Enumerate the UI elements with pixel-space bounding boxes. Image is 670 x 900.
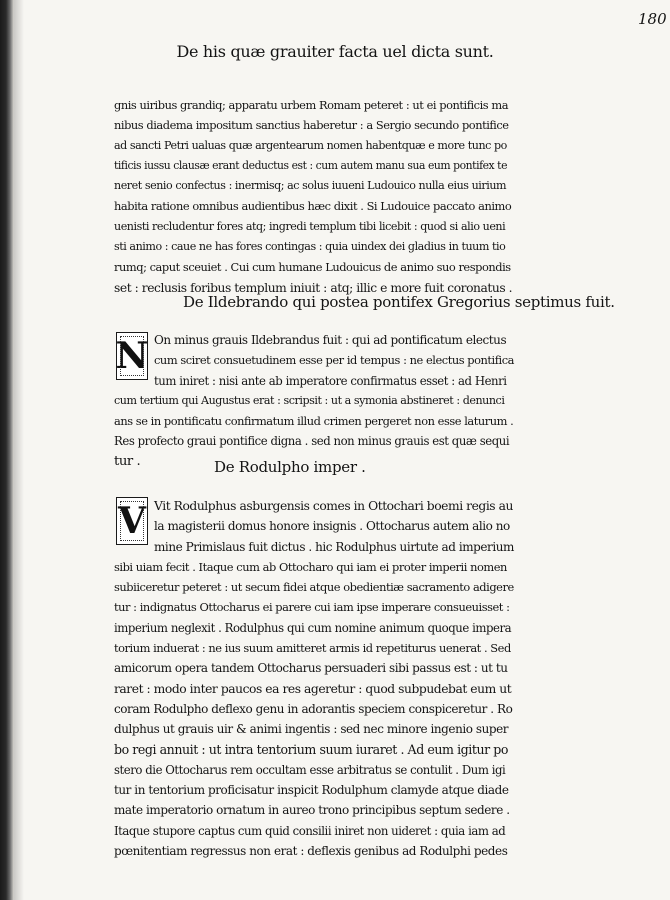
text-line: tur . [114, 453, 141, 469]
folio-number: 180 [638, 10, 667, 28]
text-line: rumq; caput sceuiet . Cui cum humane Ludouicus de animo suo respondis [114, 260, 511, 275]
decorated-initial-v: V [116, 497, 148, 545]
text-line: Vit Rodulphus asburgensis comes in Ottochari boemi regis au [154, 499, 513, 513]
text-line: On minus grauis Ildebrandus fuit : qui ad pontificatum electus [154, 333, 507, 347]
text-line: pœnitentiam regressus non erat : deflexis genibus ad Rodulphi pedes [114, 844, 508, 859]
section-heading-ildebrando: De Ildebrando qui postea pontifex Gregorius septimus fuit. [183, 293, 615, 311]
text-line: habita ratione omnibus audientibus hæc dixit . Si Ludouice paccato animo [114, 199, 512, 214]
text-line: tur in tentorium proficisatur inspicit Rodulphum clamyde atque diade [114, 783, 509, 798]
text-line: nibus diadema impositum sanctius haberetur : a Sergio secundo pontifice [114, 118, 509, 133]
running-head: De his quæ grauiter facta uel dicta sunt. [176, 42, 494, 61]
text-line: ans se in pontificatu confirmatum illud crimen pergeret non esse laturum . [114, 414, 514, 429]
text-line: tur : indignatus Ottocharus ei parere cui iam ipse imperare consueuisset : [114, 600, 510, 615]
text-line: ad sancti Petri ualuas quæ argentearum nomen habentquæ e more tunc po [114, 138, 507, 152]
text-line: subiiceretur peteret : ut secum fidei atque obedientiæ sacramento adigere [114, 580, 514, 595]
text-line: neret senio confectus : inermisq; ac solus iuueni Ludouico nulla eius uirium [114, 179, 507, 193]
text-line: sibi uiam fecit . Itaque cum ab Ottocharo qui iam ei proter imperii nomen [114, 559, 507, 574]
text-line: uenisti recludentur fores atq; ingredi templum tibi licebit : quod si alio ueni [114, 219, 506, 233]
paragraph-rodulpho [114, 496, 514, 861]
gutter-shadow [14, 0, 24, 900]
text-line: amicorum opera tandem Ottocharus persuaderi sibi passus est : ut tu [114, 661, 508, 676]
paragraph-ludouicus [114, 95, 514, 298]
section-heading-rodulpho: De Rodulpho imper . [214, 458, 366, 476]
text-line: mine Primislaus fuit dictus . hic Rodulphus uirtute ad imperium [154, 539, 514, 554]
text-line: raret : modo inter paucos ea res ageretur : quod subpudebat eum ut [114, 681, 512, 696]
text-line: tum iniret : nisi ante ab imperatore confirmatus esset : ad Henri [154, 373, 507, 388]
text-line: set : reclusis foribus templum iniuit : atq; illic e more fuit coronatus . [114, 280, 513, 295]
decorated-initial-n: N [116, 332, 148, 380]
text-line: cum sciret consuetudinem esse per id tempus : ne electus pontifica [154, 353, 514, 368]
text-line: dulphus ut grauis uir & animi ingentis : sed nec minore ingenio super [114, 722, 509, 737]
book-gutter [0, 0, 14, 900]
text-line: la magisterii domus honore insignis . Ottocharus autem alio no [154, 519, 510, 534]
text-line: mate imperatorio ornatum in aureo trono principibus septum sedere . [114, 803, 510, 818]
text-line: Res profecto graui pontifice digna . sed non minus grauis est quæ sequi [114, 434, 510, 449]
text-line: coram Rodulpho deflexo genu in adorantis speciem conspiceretur . Ro [114, 701, 513, 716]
text-line: torium induerat : ne ius suum amitteret armis id repetiturus uenerat . Sed [114, 641, 511, 656]
text-line: Itaque stupore captus cum quid consilii iniret non uideret : quia iam ad [114, 823, 506, 838]
text-line: gnis uiribus grandiq; apparatu urbem Romam peteret : ut ei pontificis ma [114, 98, 509, 112]
text-line: cum tertium qui Augustus erat : scripsit : ut a symonia abstineret : denunci [114, 393, 505, 407]
text-line: sti animo : caue ne has fores contingas : quia uindex dei gladius in tuum tio [114, 240, 506, 254]
text-line: tificis iussu clausæ erant deductus est : cum autem manu sua eum pontifex te [114, 158, 508, 172]
text-line: bo regi annuit : ut intra tentorium suum iuraret . Ad eum igitur po [114, 741, 508, 757]
text-line: stero die Ottocharus rem occultam esse arbitratus se contulit . Dum igi [114, 762, 506, 777]
paragraph-ildebrando [114, 330, 514, 472]
text-line: imperium neglexit . Rodulphus qui cum nomine animum quoque impera [114, 620, 512, 635]
